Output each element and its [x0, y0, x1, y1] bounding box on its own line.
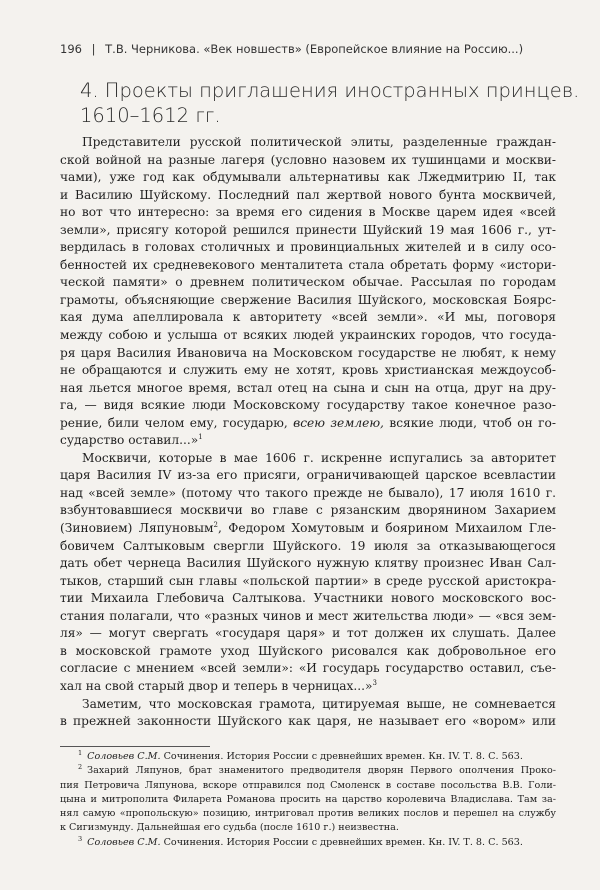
italic-phrase: всею землею,: [293, 415, 384, 430]
text-segment: (Зиновием) Ляпуновым: [60, 521, 214, 536]
footnote-number: 1: [78, 748, 83, 757]
chapter-title-line: 4. Проекты приглашения иностранных принцев.: [80, 79, 580, 102]
text-line: стания полагали, что «разных чинов и мест жительства люди» — «вся зем-: [60, 608, 556, 623]
footnote-author: Соловьев С.М.: [87, 836, 161, 848]
text-line: Представители русской политической элиты, разделенные граждан-: [82, 135, 556, 149]
footnotes: [60, 750, 556, 850]
text-line: [60, 415, 556, 433]
text-line: [60, 678, 556, 696]
footnote-text: Сочинения. История России с древнейших времен. Кн. IV. Т. 8. С. 563.: [163, 751, 523, 762]
text-segment: хал на свой старый двор и теперь в черницах...»: [60, 678, 373, 693]
body-text: [60, 134, 556, 731]
text-segment: , Федором Хомутовым и боярином Михаилом Гле-: [217, 521, 556, 536]
text-line: в московской грамоте уход Шуйского рисовался как добровольное его: [60, 643, 556, 658]
text-line: тыков, старший сын главы «польской партии» в среде русской аристокра-: [60, 573, 556, 588]
text-line: дать обет чернеца Василия Шуйского нужную клятву произнес Иван Сал-: [60, 556, 556, 571]
text-line: грамоты, объясняющие свержение Василия Шуйского, московская Боярс-: [60, 292, 556, 307]
footnote-ref[interactable]: 2: [213, 520, 218, 529]
footnote-number: 3: [78, 834, 83, 843]
text-line: бовичем Салтыковым свергли Шуйского. 19 июля за отказывающегося: [60, 538, 556, 553]
footnote-1: [60, 750, 556, 764]
text-line: [60, 520, 556, 538]
text-line: земли», присягу которой решился принести Шуйский 19 мая 1606 г., ут-: [60, 222, 556, 237]
text-line: царя Василия IV из-за его присяги, ограничивающей царское всевластии: [60, 468, 556, 483]
text-line: не обращаются и служить ему не хотят, кровь христианская междоусоб-: [60, 363, 556, 378]
footnote-divider: [60, 746, 210, 747]
text-line: ской войной на разные лагеря (условно назовем их тушинцами и москви-: [60, 152, 556, 167]
text-line: ная льется многое время, встал отец на сына и сын на отца, друг на дру-: [60, 380, 556, 395]
footnote-author: Соловьев С.М.: [87, 751, 161, 762]
footnote-line: к Сигизмунду. Дальнейшая его судьба (после 1610 г.) неизвестна.: [60, 822, 399, 834]
footnote-3: [60, 836, 556, 850]
footnote-ref[interactable]: 1: [198, 433, 203, 442]
footnote-text: Сочинения. История России с древнейших времен. Кн. IV. Т. 8. С. 563.: [163, 836, 523, 848]
footnote-number: 2: [78, 763, 83, 772]
text-line: кая дума апеллировала к авторитету «всей земли». «И мы, поговоря: [60, 310, 556, 325]
running-header: [60, 42, 560, 56]
text-line: Заметим, что московская грамота, цитируемая выше, не сомневается: [82, 696, 556, 711]
footnote-ref[interactable]: 3: [372, 678, 377, 687]
text-line: над «всей земле» (потому что такого прежде не бывало), 17 июля 1610 г.: [60, 485, 556, 500]
text-line: но вот что интересно: за время его сидения в Москве царем идея «всей: [60, 205, 556, 220]
text-line: взбунтовавшиеся москвичи во главе с рязанским дворянином Захарием: [60, 503, 556, 518]
text-segment: всякие люди, чтоб он го-: [389, 415, 556, 430]
footnote-line: пия Петровича Ляпунова, вскоре отправился под Смоленск в составе посольства В.В. Голи-: [60, 779, 556, 791]
footnote-line: цына и митрополита Филарета Романова просить на царство королевича Владислава. Там за-: [60, 793, 556, 805]
running-title: Т.В. Черникова. «Век новшеств» (Европейское влияние на Россию...): [105, 42, 524, 56]
text-line: бенностей их средневекового менталитета стала обретать форму «истори-: [60, 257, 556, 272]
text-line: [60, 432, 556, 450]
text-line: ческой памяти» о древнем политическом обычае. Рассылая по городам: [60, 275, 556, 290]
text-line: Москвичи, которые в мае 1606 г. искренне испугались за авторитет: [82, 450, 556, 465]
chapter-title: [80, 78, 580, 128]
text-line: между собою и услыша от всяких людей украинских городов, что госуда-: [60, 328, 556, 343]
text-line: в прежней законности Шуйского как царя, не называет его «вором» или: [60, 714, 556, 729]
header-separator: |: [91, 42, 96, 56]
text-line: и Василию Шуйскому. Последний пал жертвой нового бунта москвичей,: [60, 187, 556, 202]
footnote-line: нял самую «пропольскую» позицию, интриговал против великих послов и перешел на службу: [60, 808, 556, 820]
text-line: ля» — могут свергать «государя царя» и тот должен их слушать. Далее: [60, 626, 556, 641]
text-line: вердилась в головах столичных и провинциальных жителей и в силу осо-: [60, 240, 556, 255]
text-line: ря царя Василия Ивановича на Московском государстве не любят, к нему: [60, 345, 556, 360]
chapter-title-line: 1610–1612 гг.: [80, 104, 221, 127]
footnote-2: [60, 764, 556, 778]
text-segment: сударство оставил...»: [60, 433, 199, 448]
text-line: согласие с мнением «всей земли»: «И государь государство оставил, съе-: [60, 661, 556, 676]
text-line: га, — видя всякие люди Московскому государству такое конечное разо-: [60, 398, 556, 413]
text-segment: рение, били челом ему, государю,: [60, 415, 288, 430]
page-number: 196: [60, 42, 82, 56]
text-line: чами), уже год как обдумывали альтернативы как Лжедмитрию II, так: [60, 170, 556, 185]
text-line: тии Михаила Глебовича Салтыкова. Участники нового московского вос-: [60, 591, 556, 606]
footnote-text: Захарий Ляпунов, брат знаменитого предводителя дворян Первого ополчения Проко-: [87, 765, 556, 777]
